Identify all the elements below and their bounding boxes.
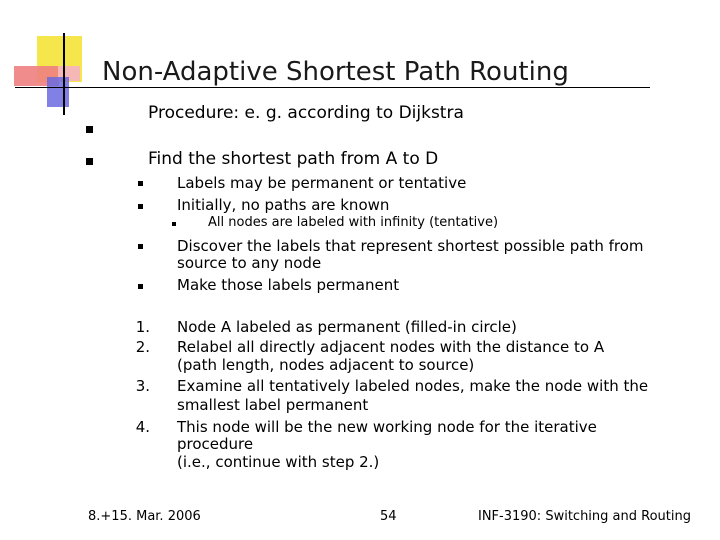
sub-bullet-marker	[138, 284, 143, 289]
sub-sub-bullet-marker	[172, 222, 176, 226]
bullet-marker	[86, 158, 93, 165]
step-text: (path length, nodes adjacent to source)	[177, 356, 475, 374]
step-number: 3.	[135, 377, 150, 395]
sub-bullet-discover: Discover the labels that represent shortest possible path from	[177, 237, 644, 255]
sub-bullet-make-permanent: Make those labels permanent	[177, 276, 400, 294]
step-text: procedure	[177, 435, 254, 453]
footer-date: 8.+15. Mar. 2006	[88, 509, 201, 524]
sub-bullet-discover-cont: source to any node	[177, 254, 322, 272]
step-text: Relabel all directly adjacent nodes with the distance to A	[177, 338, 605, 356]
bullet-marker	[86, 126, 93, 133]
step-text: Node A labeled as permanent (filled-in circle)	[177, 318, 517, 336]
sub-bullet-labels: Labels may be permanent or tentative	[177, 174, 467, 192]
sub-bullet-marker	[138, 181, 143, 186]
slide-title: Non-Adaptive Shortest Path Routing	[102, 57, 569, 87]
step-text: Examine all tentatively labeled nodes, make the node with the	[177, 377, 649, 395]
step-number: 1.	[135, 318, 150, 336]
step-text: (i.e., continue with step 2.)	[177, 453, 380, 471]
step-number: 4.	[135, 418, 150, 436]
sub-bullet-marker	[138, 204, 143, 209]
bullet-procedure: Procedure: e. g. according to Dijkstra	[148, 103, 464, 123]
sub-bullet-initially: Initially, no paths are known	[177, 196, 390, 214]
bullet-find-shortest-path: Find the shortest path from A to D	[148, 149, 439, 169]
decor-vertical-line	[63, 33, 65, 115]
decor-blue-square	[47, 77, 69, 107]
sub-sub-bullet-infinity: All nodes are labeled with infinity (tentative)	[208, 215, 499, 230]
sub-bullet-marker	[138, 244, 143, 249]
footer-course: INF-3190: Switching and Routing	[478, 509, 691, 524]
step-number: 2.	[135, 338, 150, 356]
step-text: smallest label permanent	[177, 396, 369, 414]
footer-page-number: 54	[380, 509, 397, 524]
step-text: This node will be the new working node for the iterative	[177, 418, 597, 436]
